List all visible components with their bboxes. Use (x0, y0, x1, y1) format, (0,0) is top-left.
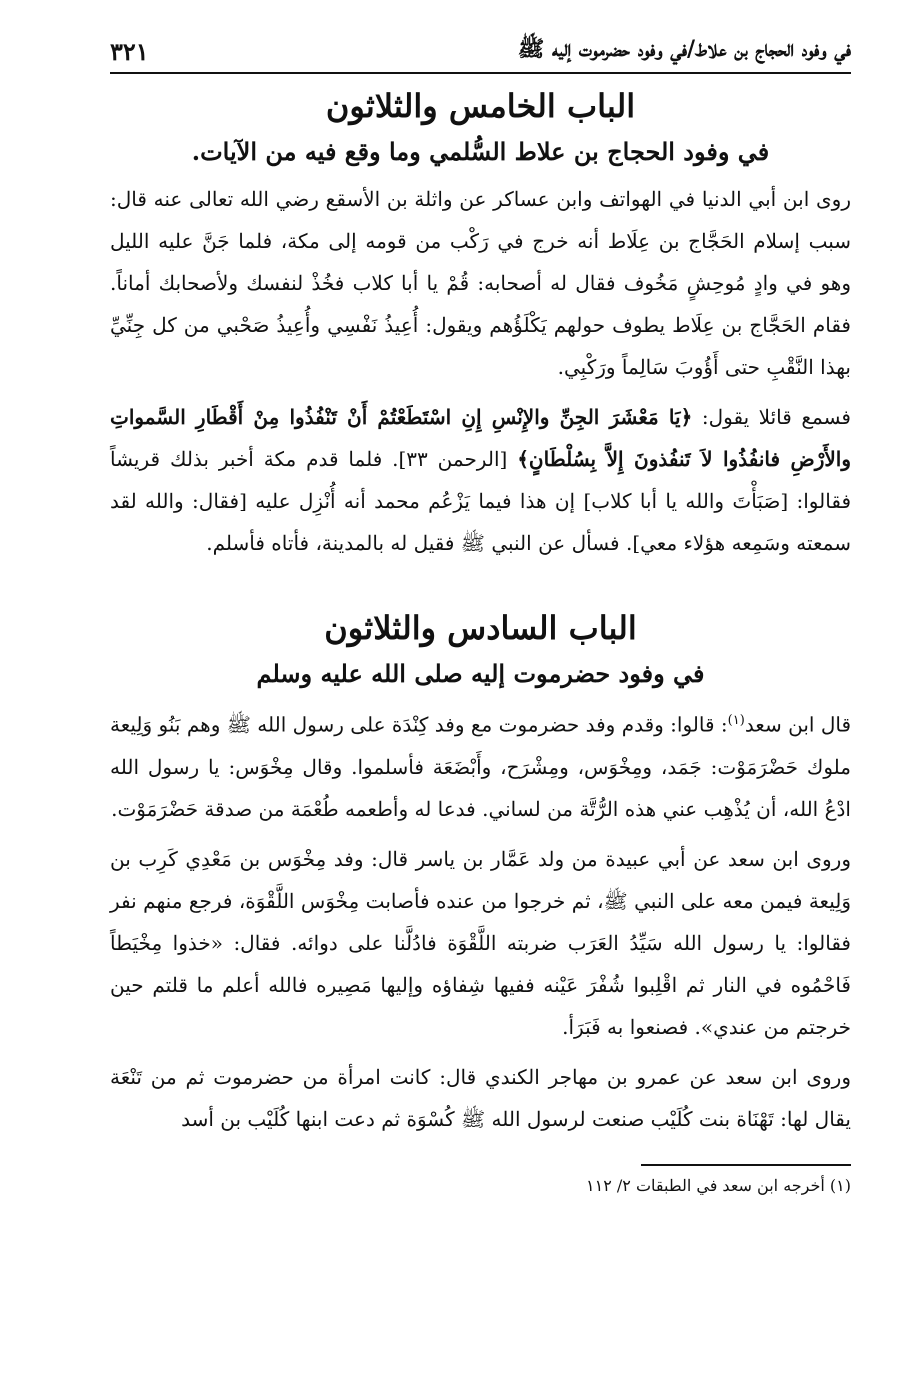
para-rest: [الرحمن ٣٣]. فلما قدم مكة أخبر بذلك قريشاً فقالوا: [صَبَأْتَ والله يا أبا كلاب] إن هذا فيما يَزْعُم محمد أنه أُنْزِل عليه [فقال: والله لقد سمعته وسَمِعه هؤلاء معي]. فسأل عن النبي ﷺ فقيل له بالمدينة، فأتاه فأسلم. (110, 447, 851, 555)
chapter-35-title: الباب الخامس والثلاثون (325, 87, 636, 125)
chapter-35-paragraph-2 (110, 396, 851, 564)
chapter-35-paragraph-1: روى ابن أبي الدنيا في الهواتف وابن عساكر عن واثلة بن الأسقع رضي الله تعالى عنه قال: سبب إسلام الحَجَّاج بن عِلَاط أنه خرج في رَكْب من قومه إلى مكة، فلما جَنَّ عليه الليل وهو في وادٍ مُوحِشٍ مَخُوف فقال له أصحابه: قُمْ يا أبا كلاب فخُذْ لنفسك ولأصحابك أماناً. فقام الحَجَّاج بن عِلَاط يطوف حولهم يَكْلَؤُهم ويقول: أُعِيذُ نَفْسِي وأُعِيذُ صَحْبي من كل جِنِّيِّ بهذا النَّقْبِ حتى أَؤُوبَ سَالِماً ورَكْبِي. (110, 187, 851, 379)
chapter-36-paragraph-2: وروى ابن سعد عن أبي عبيدة من ولد عَمَّار بن ياسر قال: وفد مِخْوَس بن مَعْدِي كَرِب بن وَلِيعة فيمن معه على النبي ﷺ، ثم خرجوا من عنده فأصابت مِخْوَس اللَّقْوَة، فرجع منهم نفر فقالوا: يا رسول الله سَيِّدُ العَرَب ضربته اللَّقْوَة فادُلَّنا على دوائه. فقال: «خذوا مِخْيَطاً فَاحْمُوه في النار ثم اقْلِبوا شُفْرَ عَيْنه ففيها شِفاؤه وإليها مَصِيره فالله أعلم ما قلتم حين خرجتم من عندي». فصنعوا به فَبَرَأ. (110, 846, 851, 1039)
section-gap (110, 572, 851, 604)
chapter-36-paragraph-1 (110, 700, 851, 830)
page-number: ٣٢١ (110, 36, 149, 66)
footnote-ref: (١) (727, 713, 745, 728)
running-title: في وفود الحجاج بن علاط/في وفود حضرموت إليه ﷺ (517, 36, 851, 62)
footnote: (١) أخرجه ابن سعد في الطبقات ٢/ ١١٢ (586, 1176, 851, 1195)
chapter-35-subtitle: في وفود الحجاج بن علاط السُّلمي وما وقع فيه من الآيات. (191, 137, 770, 166)
page-body (110, 82, 851, 1148)
chapter-36-title: الباب السادس والثلاثون (324, 609, 637, 647)
quran-verse: ﴿يَا مَعْشَرَ الجِنِّ والإِنْسِ إِنِ اسْتَطَعْتُمْ أَنْ تَنْفُذُوا مِنْ أَقْطَارِ السَّمواتِ والأَرْضِ فانفُذُوا لاَ تَنفُذونَ إِلاَّ بِسُلْطَانٍ﴾ (110, 405, 851, 471)
footnote-divider (641, 1164, 851, 1166)
chapter-36-paragraph-3: وروى ابن سعد عن عمرو بن مهاجر الكندي قال: كانت امرأة من حضرموت ثم من تَنْعَة يقال لها: تَهْنَاة بنت كُلَيْب صنعت لرسول الله ﷺ كُسْوَة ثم دعت ابنها كُلَيْب بن أسد (110, 1064, 851, 1131)
page-header (110, 30, 851, 74)
para-rest: : قالوا: وقدم وفد حضرموت مع وفد كِنْدَة على رسول الله ﷺ وهم بَنُو وَلِيعة ملوك حَضْرَمَوْت: جَمَد، ومِخْوَس، ومِشْرَح، وأَبْضَعَة فأسلموا. وقال مِخْوَس: يا رسول الله ادْعُ الله، أن يُذْهِب عني هذه الرُّتَّة من لساني. فدعا له وأطعمه طُعْمَة من صدقة حَضْرَمَوْت. (110, 712, 851, 821)
para-intro: فسمع قائلا يقول: (692, 405, 851, 429)
para-start: قال ابن سعد (744, 712, 851, 737)
chapter-36-subtitle: في وفود حضرموت إليه صلى الله عليه وسلم (256, 659, 705, 688)
